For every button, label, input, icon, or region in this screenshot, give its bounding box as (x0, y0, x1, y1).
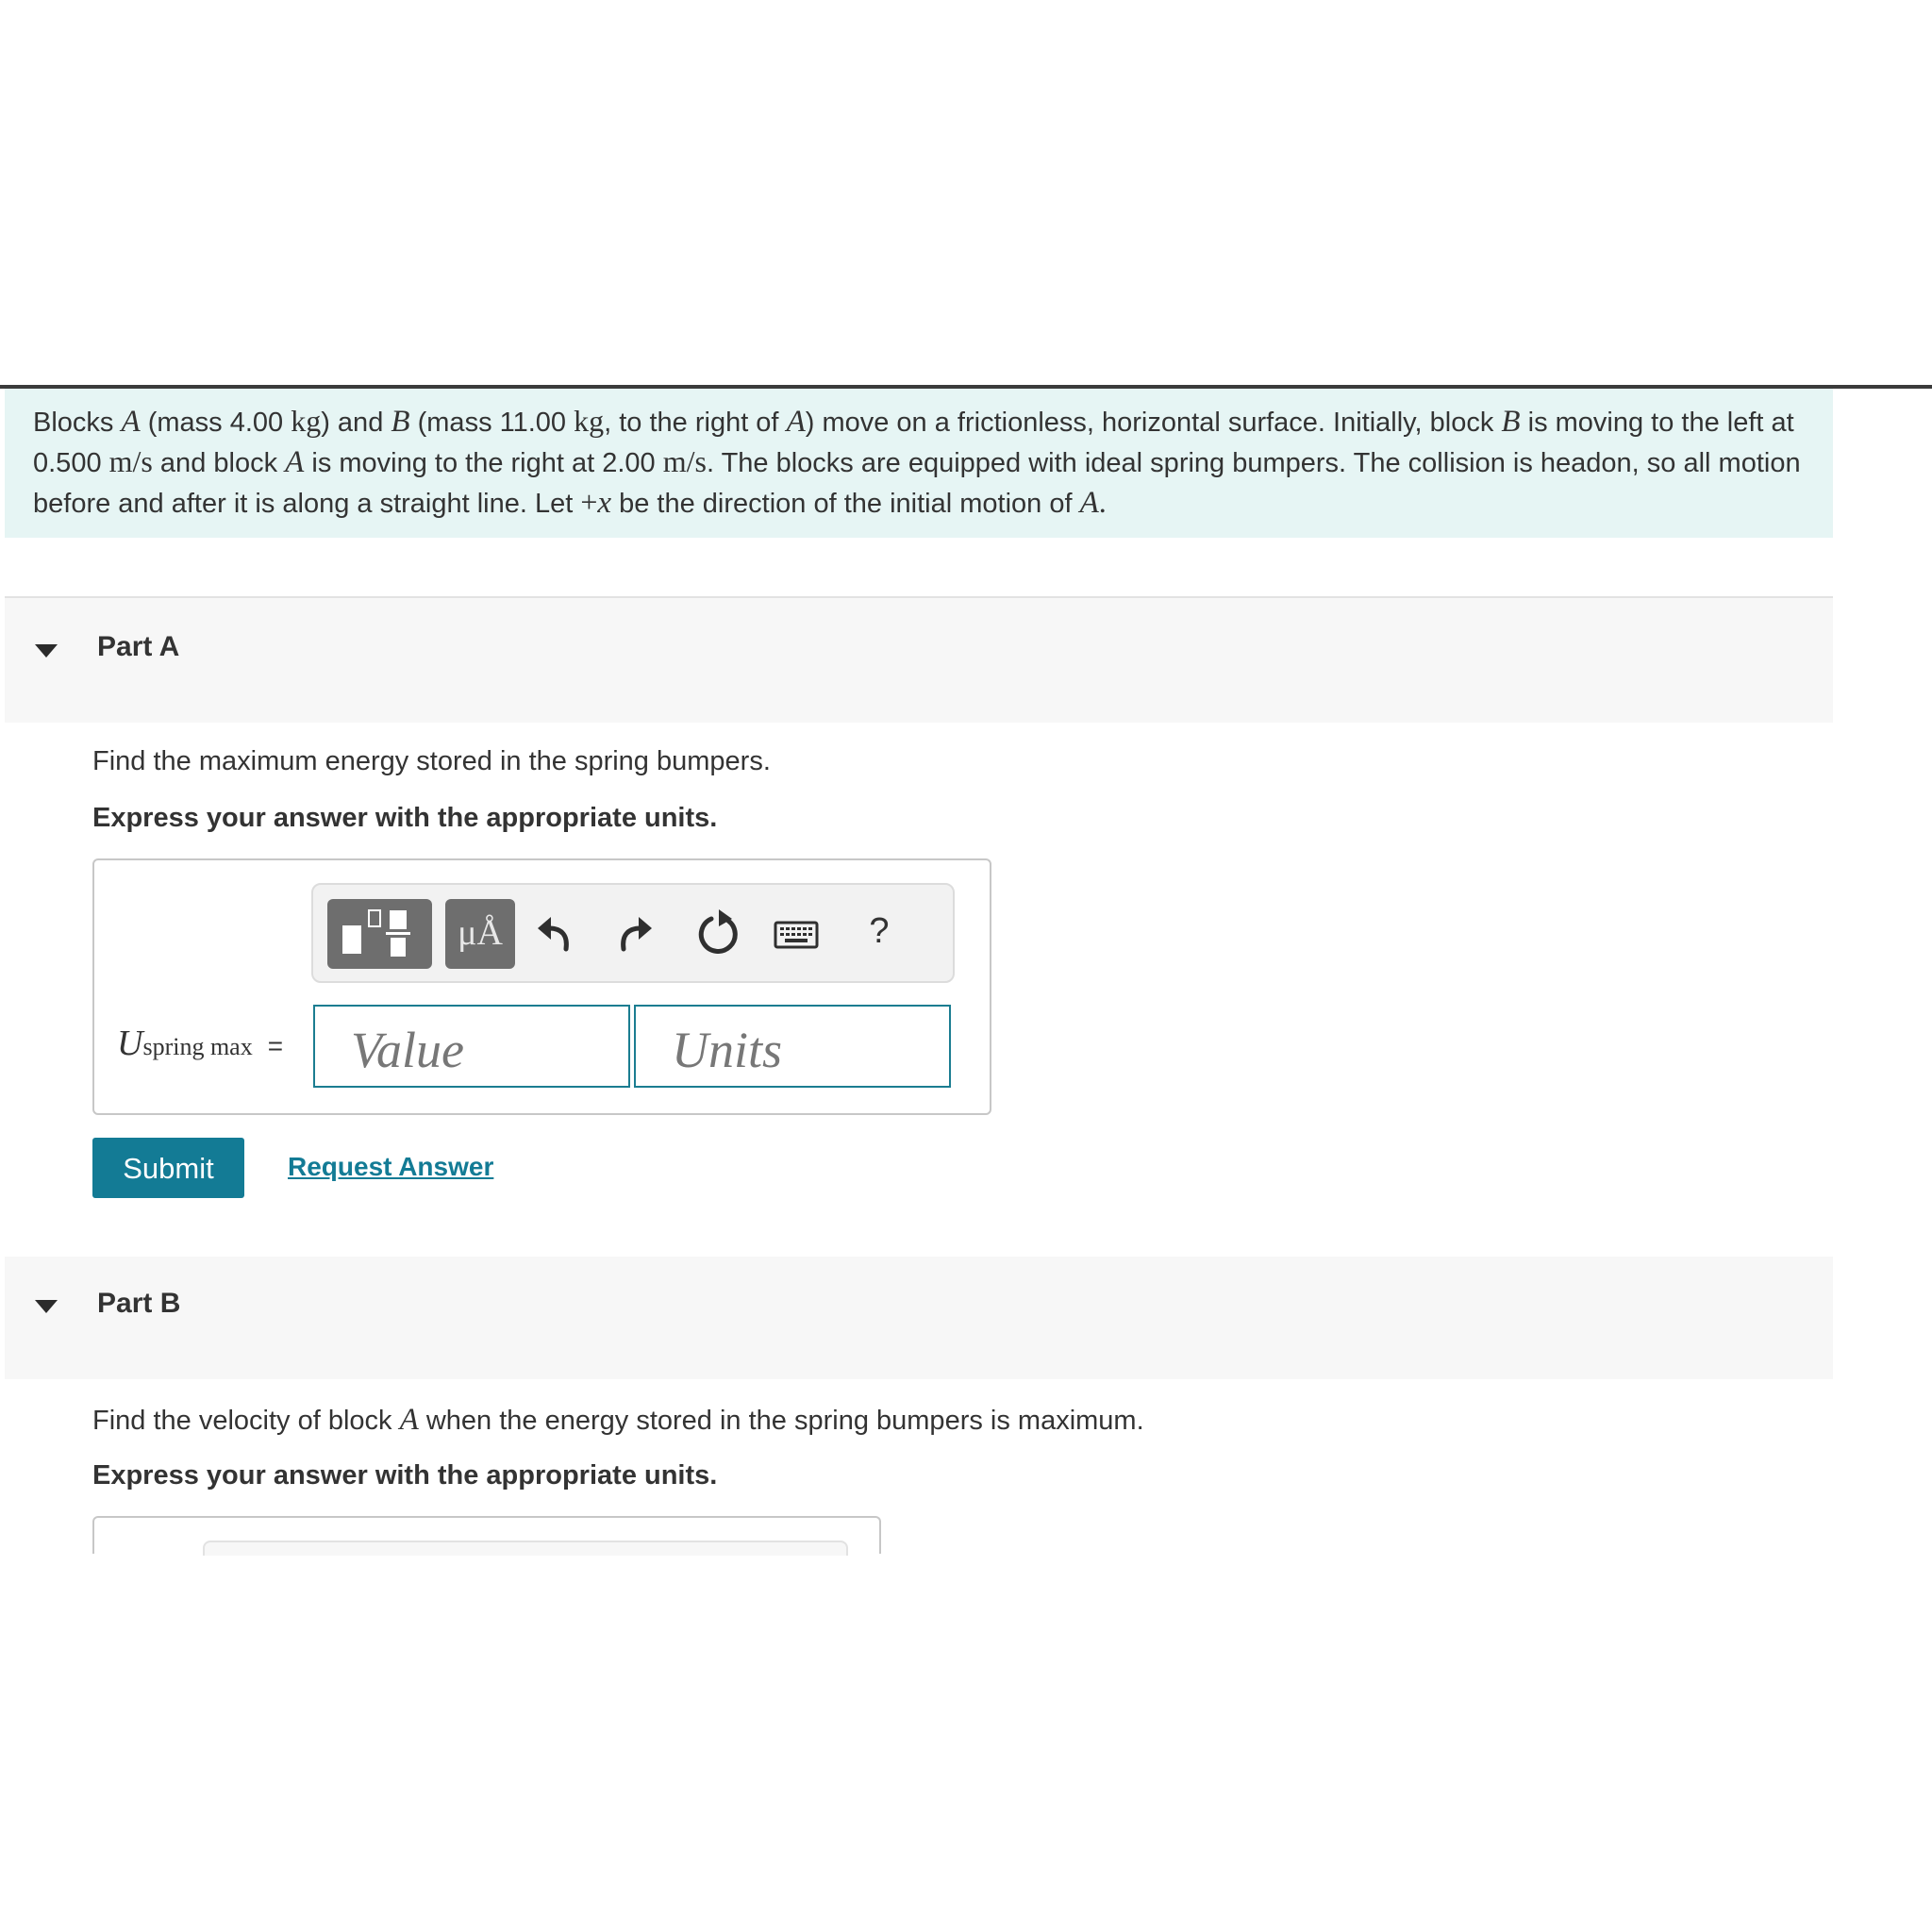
problem-intro (5, 389, 1833, 538)
intro-math-segment: A (1079, 486, 1099, 520)
answer-variable-label (117, 1023, 283, 1064)
part-b-answer-box (92, 1516, 881, 1554)
part-a-answer-box (92, 858, 991, 1115)
intro-text-segment: , to the right of (604, 408, 787, 438)
intro-math-segment: A (786, 405, 806, 439)
intro-math-segment: A (285, 445, 305, 479)
templates-icon[interactable] (327, 899, 432, 969)
math-toolbar (311, 883, 955, 983)
keyboard-icon[interactable] (771, 904, 827, 964)
intro-math-segment: . (1098, 485, 1107, 519)
part-a-title: Part A (97, 631, 180, 662)
intro-text-segment: be the direction of the initial motion of (611, 489, 1080, 519)
intro-math-segment: B (391, 405, 410, 439)
units-button-label: μÅ (458, 913, 503, 953)
problem-statement (33, 402, 1833, 524)
part-b-instruction: Express your answer with the appropriate units. (92, 1460, 718, 1491)
part-a-instruction: Express your answer with the appropriate units. (92, 803, 718, 833)
part-a-question: Find the maximum energy stored in the spring bumpers. (92, 746, 771, 776)
intro-math-segment: m/s (108, 444, 153, 478)
collapse-caret-icon[interactable] (35, 644, 58, 658)
units-button[interactable] (445, 899, 515, 969)
intro-text-segment: is moving to the left at 0.500 (33, 408, 1794, 478)
part-b-question-var: A (399, 1403, 419, 1437)
units-input[interactable] (634, 1005, 951, 1088)
part-b-question-pre: Find the velocity of block (92, 1406, 400, 1436)
intro-math-segment: x (597, 486, 612, 520)
intro-text-segment: and block (152, 448, 286, 478)
part-b-header[interactable] (5, 1257, 1833, 1379)
intro-text-segment: . The blocks are equipped with ideal spring bumpers. The collision is headon, so all motion before and after it is along a straight line. Let (33, 448, 1801, 519)
intro-math-segment: A (121, 405, 141, 439)
intro-text-segment: Blocks (33, 408, 122, 438)
part-b-title: Part B (97, 1288, 181, 1319)
redo-icon[interactable] (610, 904, 667, 964)
undo-icon[interactable] (528, 904, 585, 964)
intro-text-segment: ) move on a frictionless, horizontal surface. Initially, block (805, 408, 1502, 438)
intro-math-segment: B (1501, 405, 1521, 439)
intro-text-segment: (mass 11.00 (409, 408, 575, 438)
part-b-toolbar (203, 1541, 848, 1556)
part-b-question-post: when the energy stored in the spring bumpers is maximum. (418, 1406, 1144, 1436)
variable-subscript: spring max (142, 1033, 253, 1060)
intro-math-segment: kg (574, 404, 605, 438)
help-button[interactable]: ? (869, 911, 890, 951)
request-answer-link[interactable]: Request Answer (288, 1152, 494, 1181)
intro-text-segment: ) and (321, 408, 391, 438)
variable-symbol: U (117, 1024, 143, 1063)
equals-sign: = (267, 1031, 284, 1060)
intro-text-segment: (mass 4.00 (140, 408, 291, 438)
value-input[interactable] (313, 1005, 630, 1088)
collapse-caret-icon[interactable] (35, 1300, 58, 1313)
intro-math-segment: kg (291, 404, 322, 438)
part-b-question (92, 1403, 1144, 1438)
intro-math-segment: m/s (662, 444, 707, 478)
reset-icon[interactable] (691, 904, 747, 964)
part-a-header[interactable] (5, 596, 1833, 723)
intro-math-segment: + (580, 485, 598, 519)
intro-text-segment: is moving to the right at 2.00 (304, 448, 663, 478)
submit-button[interactable]: Submit (92, 1138, 244, 1198)
